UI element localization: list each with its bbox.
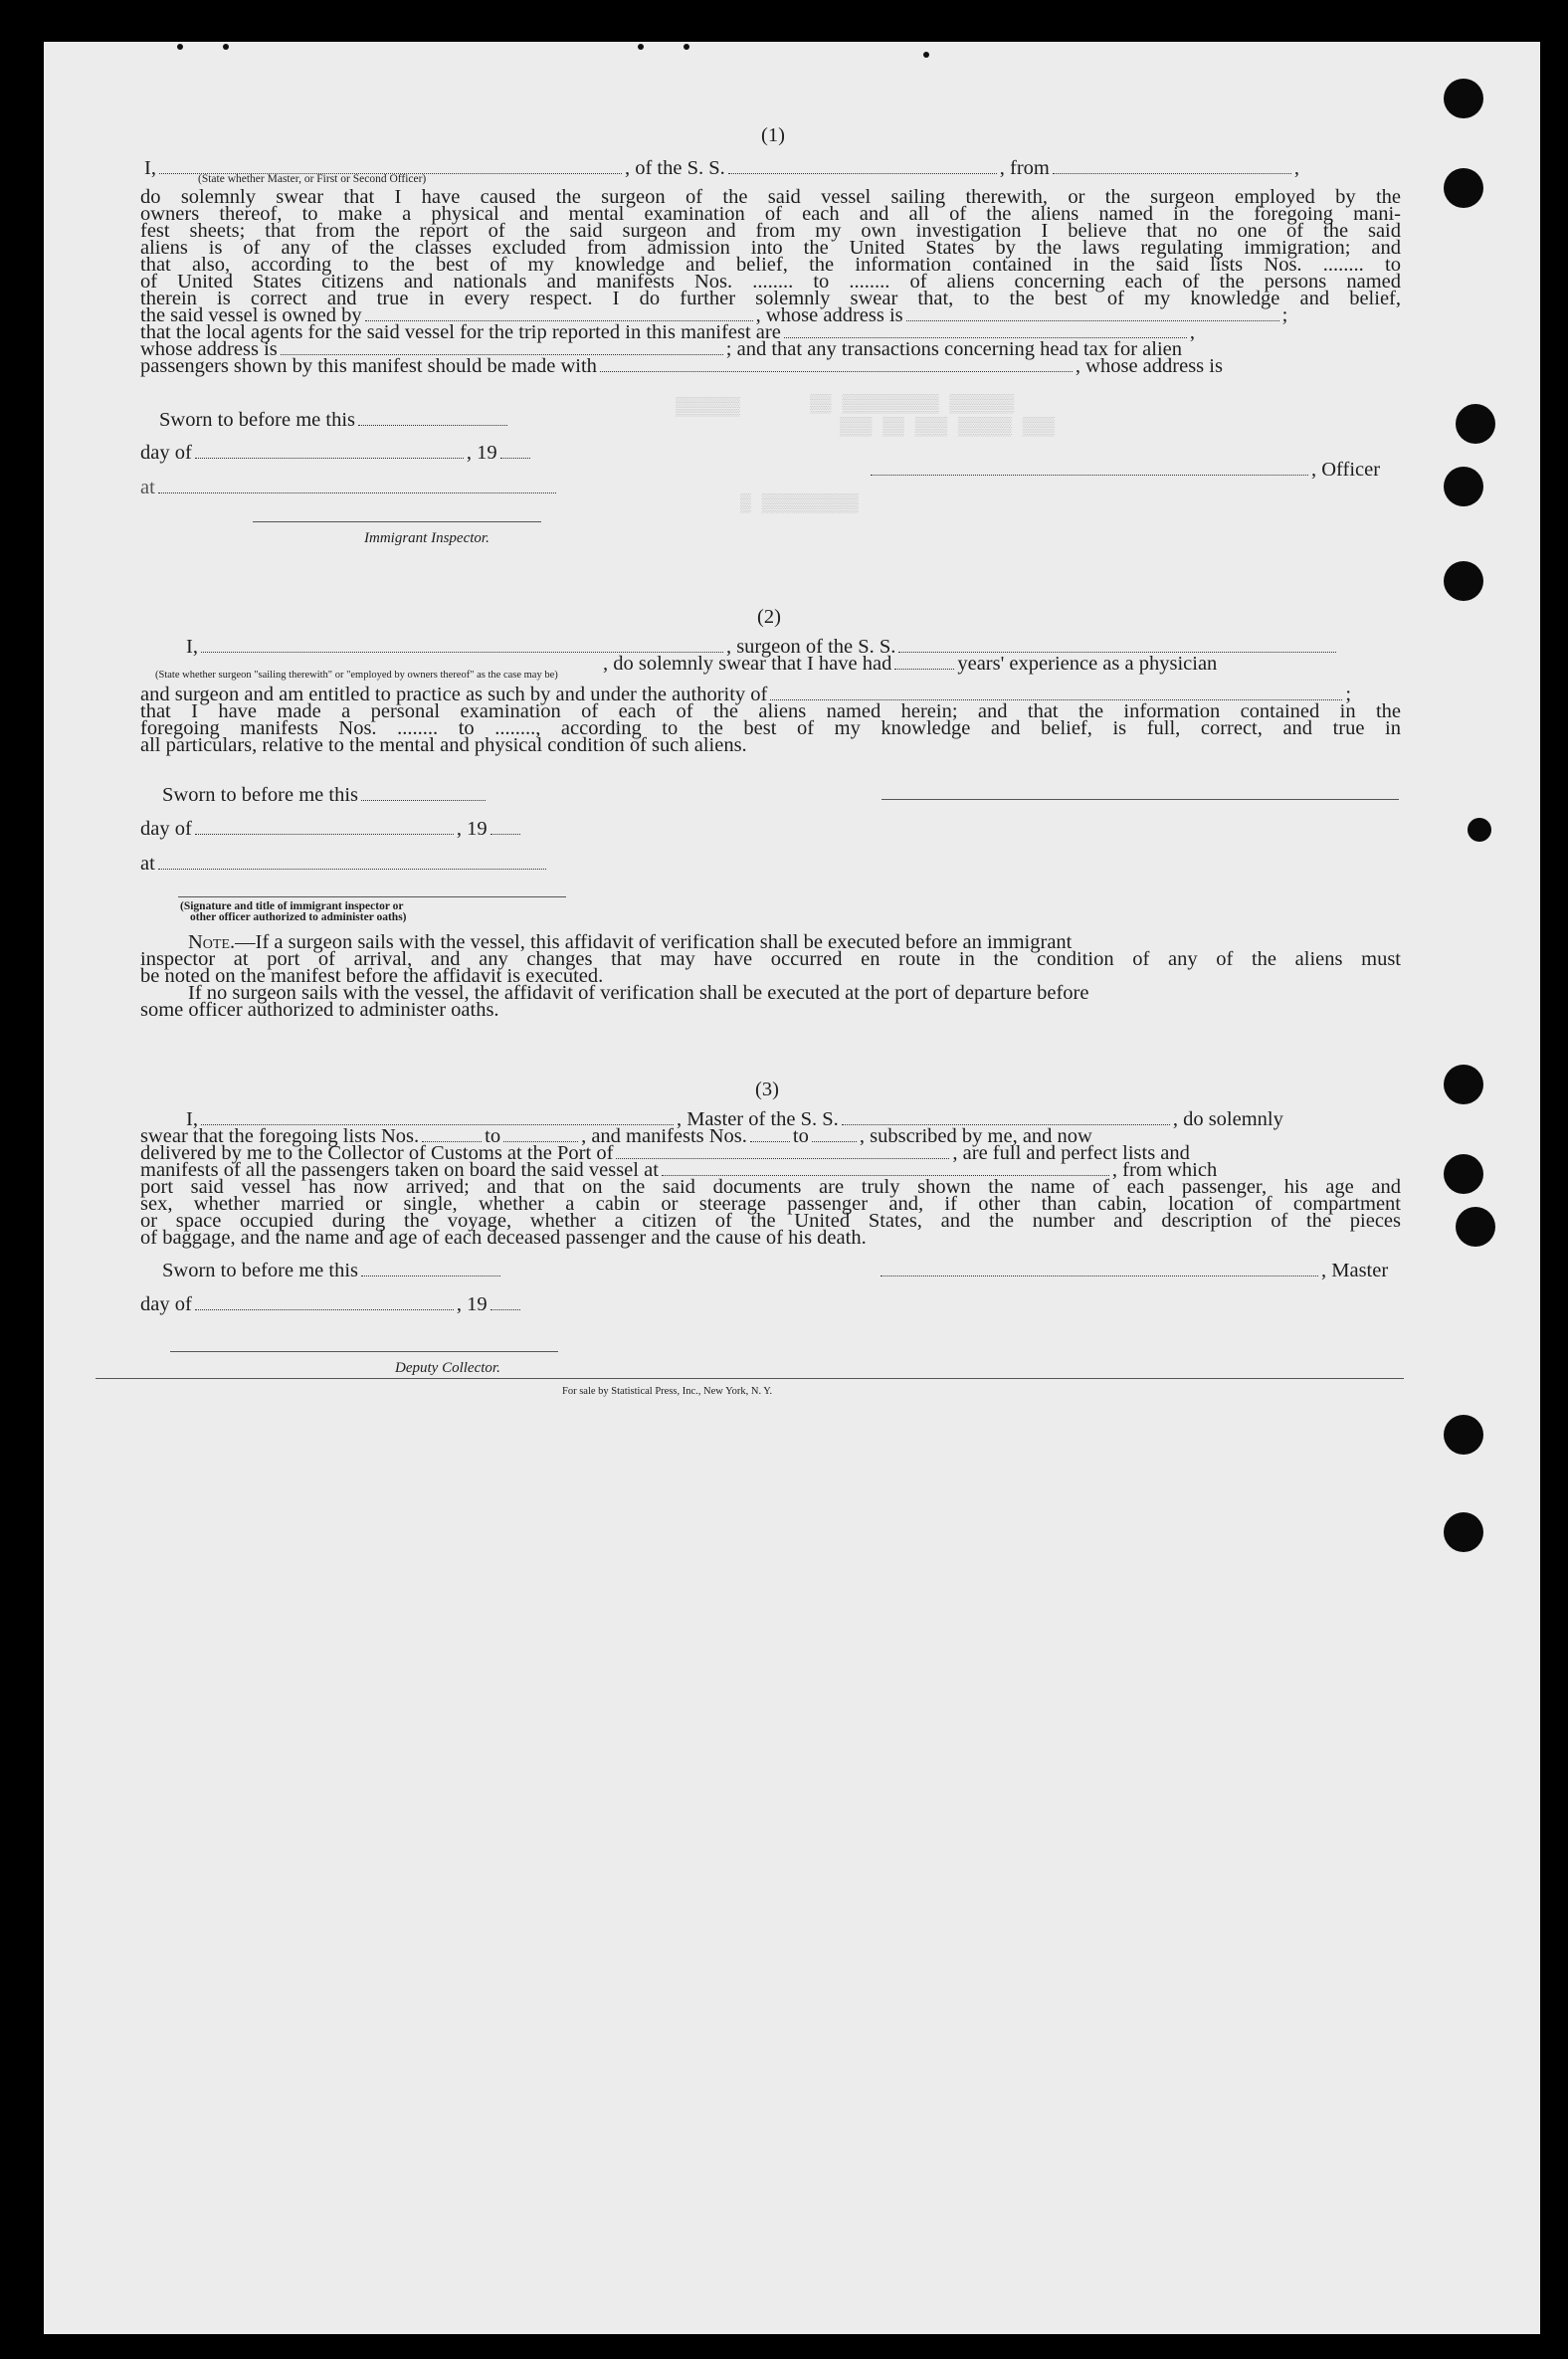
punch-hole bbox=[1468, 818, 1491, 842]
punch-hole bbox=[1456, 1207, 1495, 1247]
master-oath-line-2: sex, whether married or single, whether a cabin or steerage passenger and, if other than cabin, location of compartment bbox=[140, 1193, 1401, 1215]
at-label: at bbox=[140, 477, 155, 498]
oath-officer-note-b: other officer authorized to administer oaths) bbox=[190, 911, 407, 923]
inspector-signature-line[interactable] bbox=[253, 521, 541, 522]
month-blank[interactable] bbox=[195, 443, 464, 459]
whose-address-label: , whose address is bbox=[755, 304, 903, 326]
oath-officer-signature-line[interactable] bbox=[178, 896, 566, 897]
bleed-through-mark: ▒▒▒▒▒▒ bbox=[676, 398, 740, 418]
oath-line-5: that also, according to the best of my knowledge and belief, the information contained in the said lists Nos. ........ to bbox=[140, 254, 1401, 276]
note-label: Note. bbox=[188, 931, 236, 953]
punch-hole bbox=[1444, 1512, 1483, 1552]
whose-address-label-2: , whose address is bbox=[1075, 355, 1223, 377]
surgeon-of-label: , surgeon of the S. S. bbox=[725, 636, 896, 658]
speck bbox=[923, 52, 929, 58]
swear-label: , do solemnly swear that I have had bbox=[603, 653, 892, 675]
authority-blank[interactable] bbox=[770, 685, 1342, 700]
lists-to-blank[interactable] bbox=[503, 1126, 578, 1142]
oath-line-6: of United States citizens and nationals and manifests Nos. ........ to ........ of aliens concerning each of the persons named bbox=[140, 271, 1401, 293]
month-blank-2[interactable] bbox=[195, 819, 454, 835]
from-port-blank[interactable] bbox=[1053, 158, 1291, 174]
bleed-through-mark: ▒ ▒▒▒▒▒▒▒▒▒ bbox=[740, 494, 859, 514]
master-label: , Master bbox=[1321, 1260, 1389, 1281]
master-of-label: , Master of the S. S. bbox=[676, 1108, 839, 1130]
years-label: years' experience as a physician bbox=[957, 653, 1218, 675]
sworn-label: Sworn to before me this bbox=[159, 409, 355, 431]
sworn-label-2: Sworn to before me this bbox=[162, 784, 358, 806]
years-blank[interactable] bbox=[894, 654, 954, 670]
passengers-label: passengers shown by this manifest should be made with bbox=[140, 355, 597, 377]
officer-signature-blank[interactable] bbox=[871, 460, 1308, 476]
section-1-number: (1) bbox=[761, 124, 785, 146]
master-oath-line-4: of baggage, and the name and age of each deceased passenger and the cause of his death. bbox=[140, 1227, 867, 1249]
subscribed-label: , subscribed by me, and now bbox=[859, 1125, 1092, 1147]
printer-credit: For sale by Statistical Press, Inc., New York, N. Y. bbox=[562, 1386, 773, 1397]
surgeon-name-blank[interactable] bbox=[201, 637, 723, 653]
agents-label: that the local agents for the said vessel for the trip reported in this manifest are bbox=[140, 321, 781, 343]
surgeon-oath-line-3: all particulars, relative to the mental and physical condition of such aliens. bbox=[140, 734, 747, 756]
to-label: to bbox=[485, 1125, 501, 1147]
and-manifests-label: , and manifests Nos. bbox=[581, 1125, 747, 1147]
sworn-day-blank[interactable] bbox=[358, 410, 507, 426]
agents-blank[interactable] bbox=[784, 322, 1187, 338]
note-line-2: inspector at port of arrival, and any changes that may have occurred en route in the condition of any of the aliens must bbox=[140, 948, 1401, 970]
agent-address-blank[interactable] bbox=[281, 339, 723, 355]
at-place-blank-2[interactable] bbox=[158, 854, 546, 870]
authority-line: and surgeon and am entitled to practice as such by and under the authority of ; bbox=[140, 684, 1352, 705]
day-of-label-2: day of bbox=[140, 818, 192, 840]
punch-hole bbox=[1444, 1415, 1483, 1455]
year-label-3: , 19 bbox=[456, 1293, 488, 1315]
speck bbox=[223, 44, 229, 50]
manifests-label: manifests of all the passengers taken on board the said vessel at bbox=[140, 1159, 659, 1181]
day-of-line-2 bbox=[140, 817, 523, 841]
oath-line-1: do solemnly swear that I have caused the surgeon of the said vessel sailing therewith, or the surgeon employed by the bbox=[140, 186, 1401, 208]
punch-hole bbox=[1444, 168, 1483, 208]
line-i: I, , of the S. S. , from , bbox=[144, 157, 1299, 179]
punch-hole bbox=[1444, 561, 1483, 601]
punch-hole bbox=[1444, 467, 1483, 506]
owner-address-blank[interactable] bbox=[906, 305, 1279, 321]
sworn-line-1 bbox=[159, 408, 510, 432]
solemnly-label: , do solemnly bbox=[1172, 1108, 1283, 1130]
master-oath-line-3: or space occupied during the voyage, whether a citizen of the United States, and the number and description of the pieces bbox=[140, 1210, 1401, 1232]
collector-title: Deputy Collector. bbox=[395, 1360, 500, 1376]
from-which-label: , from which bbox=[1111, 1159, 1218, 1181]
master-name-blank[interactable] bbox=[201, 1109, 674, 1125]
master-signature-line bbox=[878, 1259, 1388, 1282]
master-ship-blank[interactable] bbox=[842, 1109, 1170, 1125]
at-line-1 bbox=[140, 476, 559, 499]
sworn-day-blank-3[interactable] bbox=[361, 1261, 500, 1277]
at-line-2 bbox=[140, 852, 549, 876]
surgeon-oath-line-2: foregoing manifests Nos. ........ to ........, according to the best of my knowledge and belief, is full, correct, and true in bbox=[140, 717, 1401, 739]
owner-blank[interactable] bbox=[365, 305, 753, 321]
officer-name-blank[interactable] bbox=[159, 158, 622, 174]
i-label-3: I, bbox=[186, 1108, 198, 1130]
day-of-line-3 bbox=[140, 1292, 523, 1316]
month-blank-3[interactable] bbox=[195, 1294, 454, 1310]
day-of-label: day of bbox=[140, 442, 192, 464]
collector-signature-line[interactable] bbox=[170, 1351, 558, 1352]
port-blank[interactable] bbox=[616, 1143, 949, 1159]
bleed-through-mark: ▒▒ ▒▒▒▒▒▒▒▒▒ ▒▒▒▒▒▒ bbox=[810, 395, 1015, 415]
affidavit-page bbox=[44, 42, 1540, 2334]
owned-by-label: the said vessel is owned by bbox=[140, 304, 362, 326]
to-label-2: to bbox=[792, 1125, 809, 1147]
bleed-through-mark: ▒▒▒ ▒▒ ▒▒▒ ▒▒▒▒▒ ▒▒▒ bbox=[840, 418, 1056, 438]
ship-name-blank[interactable] bbox=[728, 158, 997, 174]
oath-officer-note-a: (Signature and title of immigrant inspector or bbox=[180, 900, 404, 912]
port-embarked-blank[interactable] bbox=[662, 1160, 1109, 1176]
full-lists-label: , are full and perfect lists and bbox=[952, 1142, 1190, 1164]
officer-signature-line bbox=[868, 458, 1380, 482]
head-tax-party-blank[interactable] bbox=[600, 356, 1073, 372]
punch-hole bbox=[1444, 1065, 1483, 1104]
i-label: I, bbox=[144, 157, 156, 179]
oath-line-7: therein is correct and true in every respect. I do further solemnly swear that, to the best of my knowledge and belief, bbox=[140, 288, 1401, 309]
manifests-to-blank[interactable] bbox=[812, 1126, 857, 1142]
master-signature-blank[interactable] bbox=[881, 1261, 1318, 1277]
year-blank[interactable] bbox=[500, 443, 530, 459]
owned-by-line: the said vessel is owned by , whose address is ; bbox=[140, 304, 1288, 326]
speck bbox=[177, 44, 183, 50]
note2-line-1: If no surgeon sails with the vessel, the affidavit of verification shall be executed at the port of departure before bbox=[188, 982, 1089, 1004]
sworn-label-3: Sworn to before me this bbox=[162, 1260, 358, 1281]
at-place-blank[interactable] bbox=[158, 478, 556, 493]
officer-note: (State whether Master, or First or Second Officer) bbox=[198, 173, 427, 185]
master-oath-line-1: port said vessel has now arrived; and that on the said documents are truly shown the name of each passenger, his age and bbox=[140, 1176, 1401, 1198]
sworn-line-2 bbox=[162, 783, 489, 807]
note-text: —If a surgeon sails with the vessel, this affidavit of verification shall be executed before an immigrant bbox=[235, 931, 1073, 953]
year-blank-3[interactable] bbox=[490, 1294, 520, 1310]
section-3-number: (3) bbox=[755, 1079, 779, 1100]
sworn-day-blank-2[interactable] bbox=[361, 785, 486, 801]
swear-lists-label: swear that the foregoing lists Nos. bbox=[140, 1125, 420, 1147]
surgeon-signature-line[interactable] bbox=[882, 799, 1399, 800]
note2-line-2: some officer authorized to administer oaths. bbox=[140, 999, 499, 1021]
speck bbox=[684, 44, 689, 50]
delivered-label: delivered by me to the Collector of Customs at the Port of bbox=[140, 1142, 614, 1164]
authority-label: and surgeon and am entitled to practice as such by and under the authority of bbox=[140, 684, 768, 705]
footer-rule bbox=[96, 1378, 1404, 1379]
year-label: , 19 bbox=[466, 442, 497, 464]
head-tax-label: ; and that any transactions concerning head tax for alien bbox=[725, 338, 1183, 360]
note-line-3: be noted on the manifest before the affidavit is executed. bbox=[140, 965, 604, 987]
speck bbox=[638, 44, 644, 50]
punch-hole bbox=[1444, 79, 1483, 118]
oath-line-2: owners thereof, to make a physical and mental examination of each and all of the aliens named in the foregoing mani- bbox=[140, 203, 1401, 225]
punch-hole bbox=[1456, 404, 1495, 444]
at-label-2: at bbox=[140, 853, 155, 875]
surgeon-oath-line-1: that I have made a personal examination of each of the aliens named herein; and that the information contained in the bbox=[140, 700, 1401, 722]
lists-from-blank[interactable] bbox=[422, 1126, 482, 1142]
year-label-2: , 19 bbox=[456, 818, 488, 840]
oath-line-3: fest sheets; that from the report of the said surgeon and from my own investigation I believe that no one of the said bbox=[140, 220, 1401, 242]
surgeon-ship-blank[interactable] bbox=[898, 637, 1336, 653]
passengers-line bbox=[140, 354, 1223, 378]
agent-address-label: whose address is bbox=[140, 338, 278, 360]
i-label-2: I, bbox=[186, 636, 198, 658]
manifests-from-blank[interactable] bbox=[750, 1126, 790, 1142]
day-of-line-1 bbox=[140, 441, 533, 465]
surgeon-note: (State whether surgeon "sailing therewith" or "employed by owners thereof" as the case may be) bbox=[155, 670, 558, 681]
sworn-line-3 bbox=[162, 1259, 503, 1282]
year-blank-2[interactable] bbox=[490, 819, 520, 835]
of-ss-label: , of the S. S. bbox=[624, 157, 725, 179]
officer-label: , Officer bbox=[1311, 459, 1381, 481]
agents-line: that the local agents for the said vessel for the trip reported in this manifest are , bbox=[140, 321, 1195, 343]
surgeon-line-2 bbox=[603, 652, 1217, 676]
inspector-title: Immigrant Inspector. bbox=[364, 530, 490, 546]
oath-line-4: aliens is of any of the classes excluded from admission into the United States by the laws regulating immigration; and bbox=[140, 237, 1401, 259]
day-of-label-3: day of bbox=[140, 1293, 192, 1315]
section-2-number: (2) bbox=[757, 606, 781, 628]
punch-hole bbox=[1444, 1154, 1483, 1194]
from-label: , from bbox=[999, 157, 1050, 179]
